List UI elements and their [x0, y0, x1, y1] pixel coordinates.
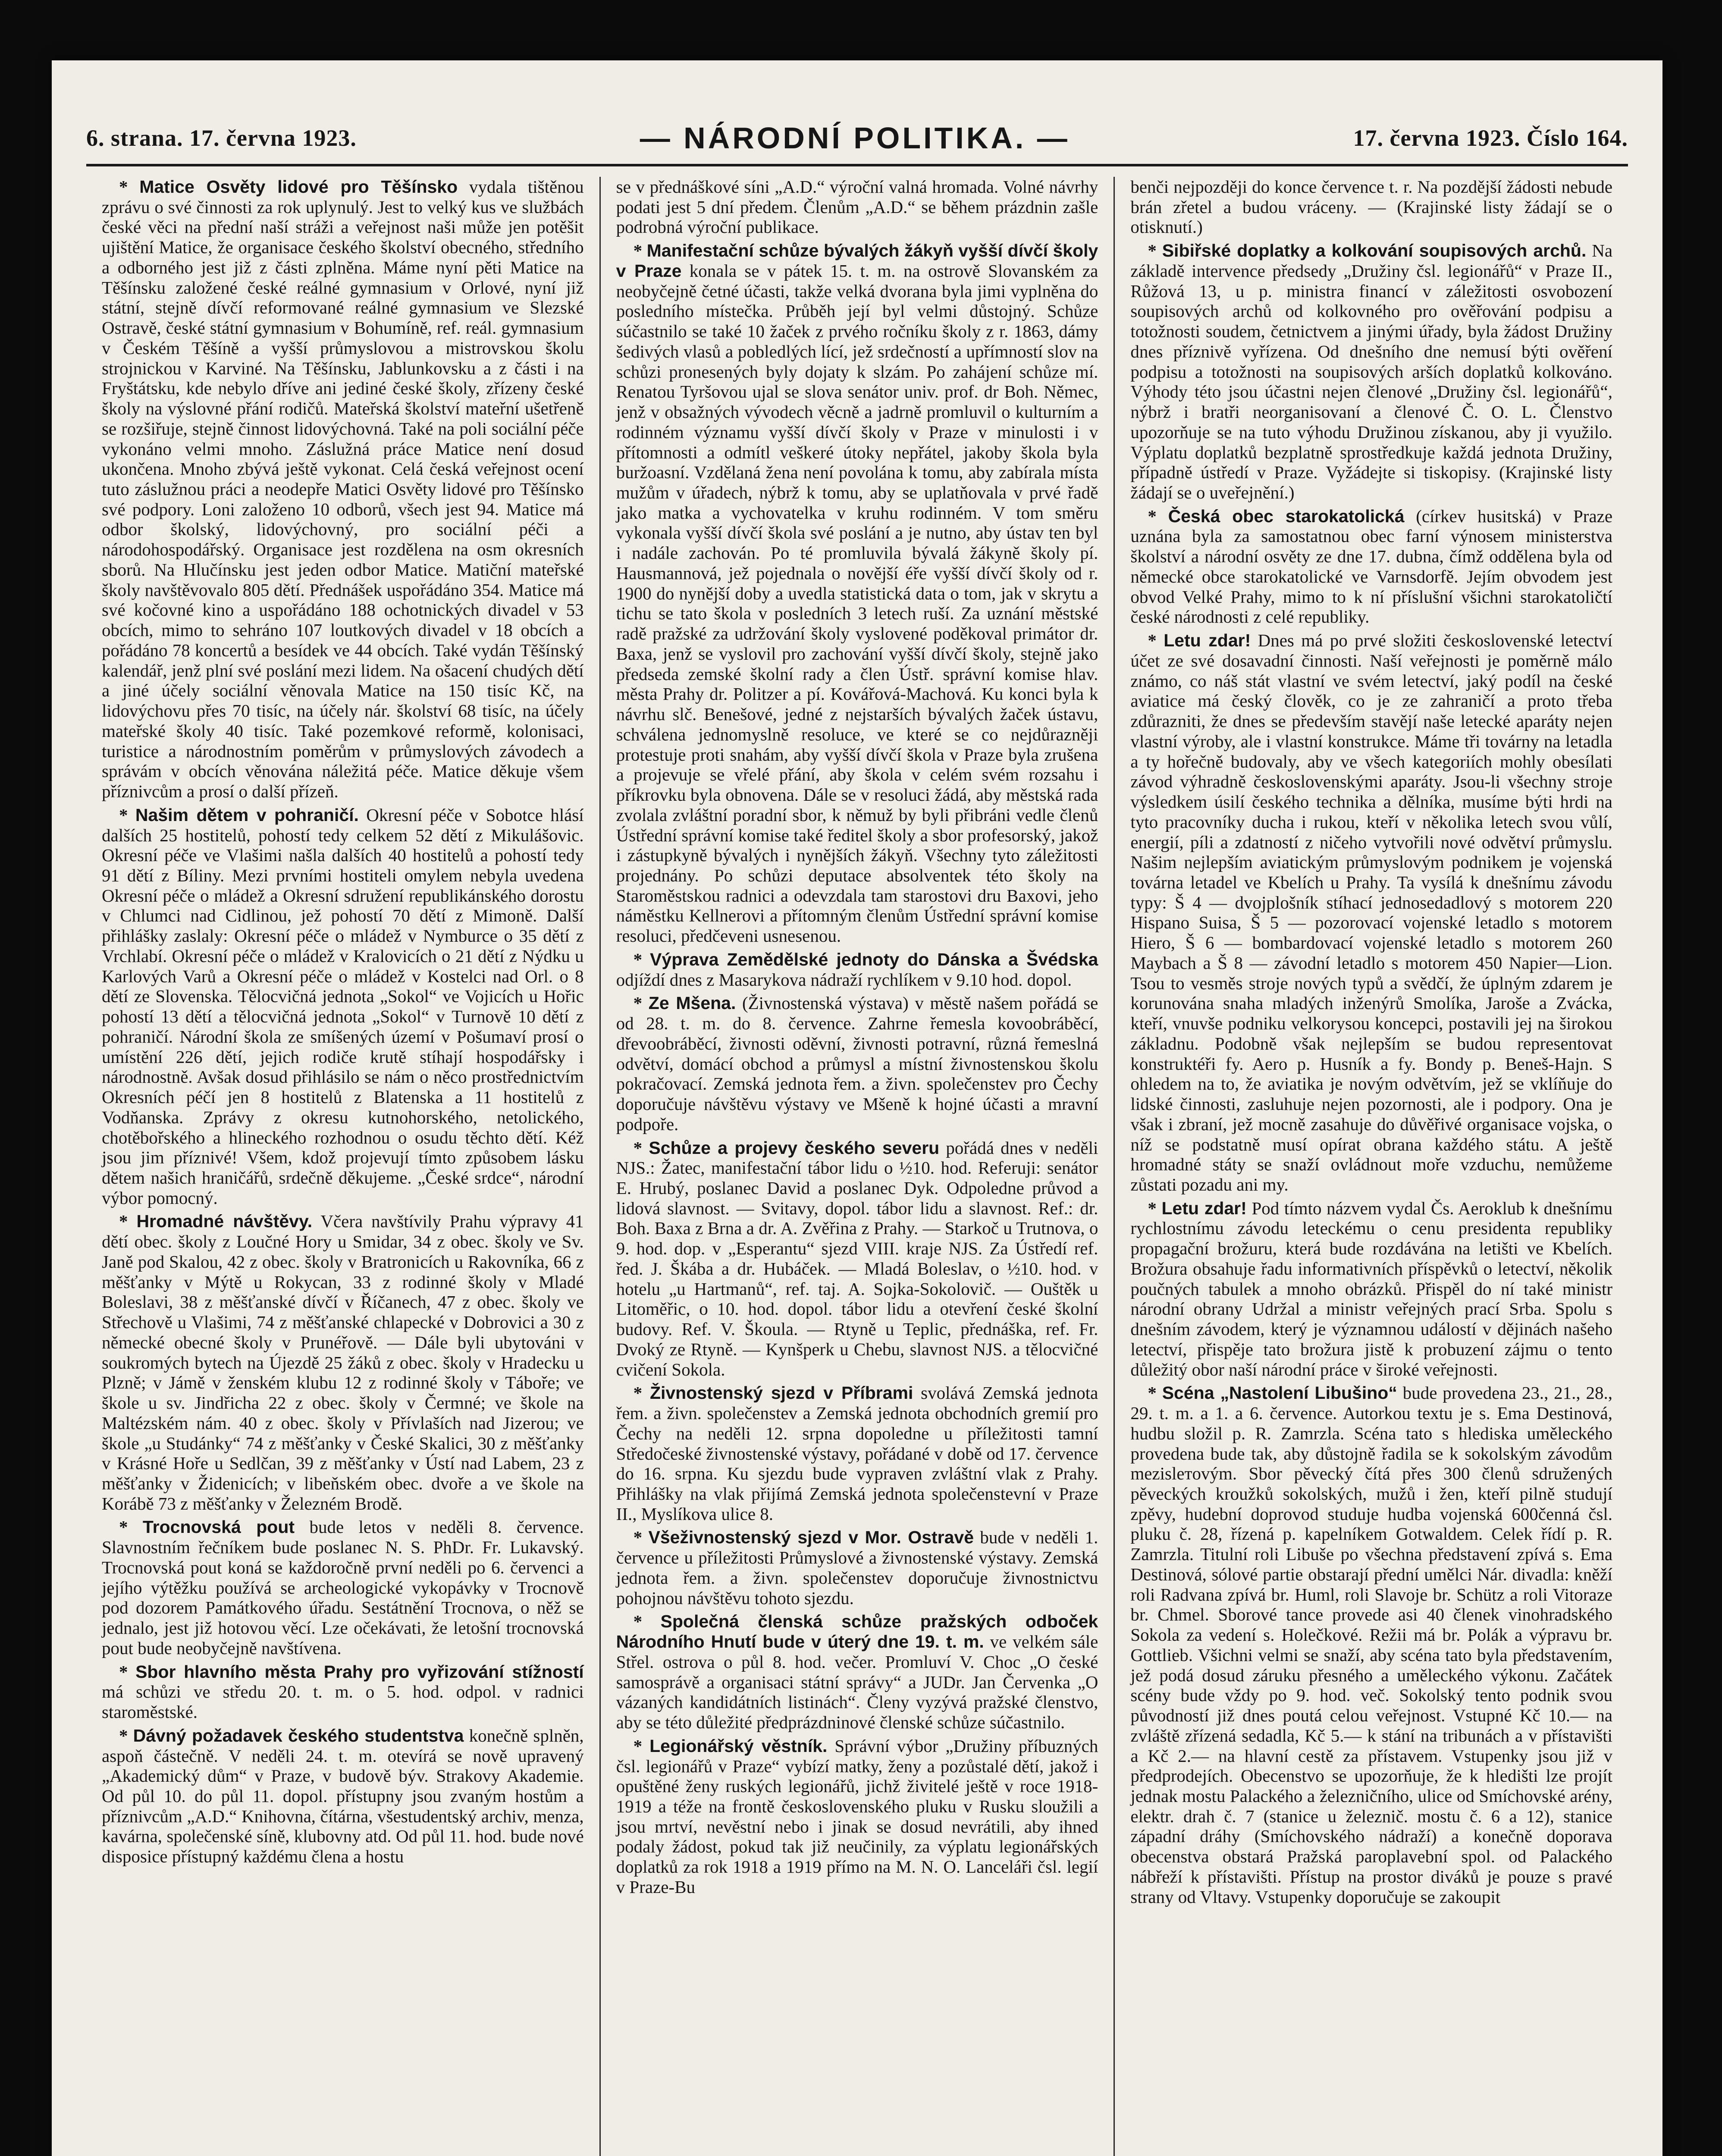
bullet-mark: *	[1148, 630, 1164, 651]
article-text: benči nejpozději do konce července t. r. Na pozdější žádosti nebude brán zřetel a budou vráceny. — (Krajinské listy žádají se o otisknutí.)	[1130, 177, 1613, 237]
bullet-mark: *	[633, 1611, 661, 1632]
article-paragraph	[1130, 241, 1612, 503]
bullet-mark: *	[633, 993, 649, 1013]
article-headline: Schůze a projevy českého severu	[649, 1138, 940, 1158]
article-text: se v přednáškové síni „A.D.“ výroční valná hromada. Volné návrhy podati jest 5 dní předem. Členům „A.D.“ se během prázdnin zašle podrobná výroční publikace.	[616, 177, 1098, 237]
article-text: konečně splněn, aspoň částečně. V neděli 24. t. m. otevírá se nově upravený „Akademický dům“ v Praze, v budově býv. Strakovy Akademie. Od půl 10. do půl 11. dopol. přístupny jsou zvaným hostům a příznivcům „A.D.“ Knihovna, čítárna, všestudentský archiv, menza, kavárna, společenské síně, klubovny atd. Od půl 11. hod. bude nové disposice přístupný každému člena a hostu	[102, 1725, 584, 1867]
article-headline: Společná členská schůze pražských odboček Národního Hnutí bude v úterý dne 19. t. m.	[616, 1611, 1098, 1652]
article-text: bude provedena 23., 21., 28., 29. t. m. a 1. a 6. července. Autorkou textu je s. Ema Destinová, hudbu složil p. R. Zamrzla. Scéna tato s hlediska uměleckého provedena bude tak, aby důstojně řadila se k sokolským závodům mezislетovým. Sbor pěvecký čítá přes 300 členů sdružených pěveckých kroužků sokolských, mužů i žen, kteří pilně studují zpěvy, hudební doprovod studuje hudba vojenská 600čenná čsl. pluku č. 28, řízená p. kapelníkem Gotwaldem. Celek řídí p. R. Zamrzla. Titulní roli Libuše po všechna představení zpívá s. Ema Destinová, sólové partie obstarají přední umělci Nár. divadla: kněží roli Radvana zpívá br. Huml, roli Slavoje br. Schütz a roli Vitoraze br. Chmel. Sborové tance provede asi 40 členek vinohradského Sokola za vedení s. Holečkové. Režii má br. Polák a výpravu br. Gottlieb. Všichni velmi se snaží, aby scéna tato byla představením, jež podá dosud záruku přesného a uměleckého výkonu. Začátek scény bude vždy po 9. hod. več. Sokolský tento podnik svou původností již dnes poutá celou veřejnost. Vstupné Kč 10.— na zvláště zřízená sedadla, Kč 5.— k stání na tribunách a v přístavišti a Kč 2.— na hlavní cestě za přístavem. Vstupenky jsou již v předprodejích. Obecenstvo se upozorňuje, že k hledišti lze projít jednak mostu Palackého a železničního, ulice od Smíchovské arény, elektr. drah č. 7 (stanice u železnič. mostu č. 6 a 12), stanice západní dráhy (Smíchovského nádraží) a konečně doporava obecenstva obstará Pražská paroplavební spol. od Palackého nábřeží k přístavišti. Přístup na prostor diváků je pouze s pravé strany od Vltavy. Vstupenky doporučuje se zakoupit	[1130, 1383, 1613, 1907]
article-text: Na základě intervence předsedy „Družiny čsl. legionářů“ v Praze II., Růžová 13, u p. ministra financí v záležitosti osvobození soupisových archů od kolkovného pro ověřování podpisu a totožnosti soudem, četnictvem a jinými úřady, byla žádost Družiny dnes příznivě vyřízena. Od dnešního dne nemusí býti ověření podpisu a totožnosti na soupisových arších doplatků kolkováno. Výhody této jsou účastni nejen členové „Družiny čsl. legionářů“, nýbrž i bratři neorganisovaní a členové Č. O. L. Členstvo upozorňuje se na tuto výhodu Družinou získanou, aby ji využilo. Výplatu doplatků bezplatně sprostředkuje každá jednota Družiny, případně ústředí v Praze. Vyžádejte si tiskopisy. (Krajinské listy žádají se o uveřejnění.)	[1130, 241, 1613, 503]
page-header	[86, 112, 1628, 166]
newspaper-page	[52, 60, 1662, 2156]
article-paragraph	[616, 993, 1098, 1134]
article-text: Dnes má po prvé složiti československé letectví účet ze své dosavadní činnosti. Naší veřejnosti je poměrně málo známo, co náš stát vlastní ve svém letectví, jaký podíl na české aviatice má český člověk, co je ze zahraničí a proto třeba zdůrazniti, že dnes se především stavějí naše letecké aparáty nejen vlastní výroby, ale i vlastní konstrukce. Máme tři továrny na letadla a ty hořečně budovaly, aby ve všech kategoriích mohly obesílati závod výhradně československými aparáty. Jsou-li všechny stroje výsledkem úsilí českého technika a dělníka, musíme býti hrdi na tyto pracovníky ducha i rukou, kteří v několika letech svou vůlí, energií, píli a zdatností z ničeho vytvořili nové odvětví průmyslu. Našim nejlepším aviatickým průmyslovým podnikem je vojenská továrna letadel ve Kbelích u Prahy. Ta vysílá k dnešnímu závodu typy: Š 4 — dvojplošník stíhací jednosedadlový s motorem 220 Hispano Suisa, Š 5 — pozorovací vojenské letadlo s motorem Hiero, Š 6 — bombardovací vojenské letadlo s motorem 260 Maybach a Š 8 — závodní letadlo s motorem 450 Napier—Lion. Tsou to vesměs stroje nových typů a svědčí, že úplným zdarem je korunována snaha mladých inženýrů Smolíka, Jaroše a Zvácka, kteří, vnuvše podniku velkorysou koncepci, postavili jej na širokou základnu. Podobně však nejlepším se budou representovat konstruktéři fy. Aero p. Husník a fy. Bondy p. Beneš-Hajn. S ohledem na to, že aviatika je novým odvětvím, jež se vklíňuje do lidské činnosti, zasluhuje nejen pozornosti, ale i podpory. Ona je však i zbraní, jež mocně zasahuje do důvěřivé organisace vojska, o níž se podstatně musí opírat obrana každého státu. A ještě hromadné státy se snaží ovládnout moře vzduchu, nemůžeme zůstati pozadu ani my.	[1130, 630, 1613, 1194]
column-3	[1113, 177, 1628, 2156]
article-headline: Dávný požadavek českého studentstva	[133, 1725, 464, 1745]
bullet-mark: *	[1148, 1383, 1162, 1403]
article-text: konala se v pátek 15. t. m. na ostrově Slovanském za neobyčejně četné účasti, takže velká dvorana byla jimi vyplněna do posledního místečka. Průběh její byl velmi důstojný. Schůze súčastnilo se také 10 žaček z prvého ročníku školy z r. 1863, dámy šedivých vlasů a pobledlých lící, jež srdečností a upřímností slov na schůzi pronesených byly dojaty k slzám. Po zahájení schůze mí. Renatou Tyršovou ujal se slova senátor univ. prof. dr Boh. Němec, jenž v obsažných vývodech věcně a jadrně promluvil o kulturním a rodinném významu vyšší dívčí školy v Praze v minulosti i v přítomnosti a odmítl veškeré útoky nepřátel, jakoby škola byla buržoasní. Vzdělaná žena není povolána k tomu, aby zabírala místa mužům v úřadech, nýbrž k tomu, aby se uplatňovala v prvé řadě jako matka a vychovatelka v kruhu rodinném. V tom směru vykonala vyšší dívčí škola své poslání a je nutno, aby ústav ten byl i nadále zachován. Po té promluvila bývalá žákyně školy pí. Hausmannová, jež pojednala o novější éře vyšší dívčí školy od r. 1900 do nynější doby a uvedla statistická data o tom, jak v skrytu a tichu se tato škola v posledních 3 letech ruší. Za uznání městské radě pražské za udržování školy vyslovené poděkoval primátor dr. Baxa, jenž se vyslovil pro zachování vyšší dívčí školy, stejně jako předseda zemské školní rady a člen Ústř. správní komise hlav. města Prahy dr. Politzer a pí. Kovářová-Machová. Ku konci byla k návrhu slč. Benešové, jedné z nejstarších bývalých žaček ústavu, schválena jednomyslně resoluce, ve které se co nejdůrazněji protestuje proti snahám, aby vyšší dívčí škola v Praze byla zrušena a projevuje se vřelé přání, aby škola v celém svém rozsahu i příkrovku byla obnovena. Dále se v resoluci žádá, aby městská rada zvolala zvláštní poradní sbor, k němuž by byli přibráni vedle členů Ústřední správní komise také ředitel školy a sbor profesorský, jakož i zástupkyně bývalých i nynějších žákyň. Všechny tyto záležitosti projednány. Po schůzi deputace absolventek této školy na Staroměstskou radnici a odevzdala tam starostovi dru Baxovi, jeho náměstku Kellnerovi a přítomným členům Ústřední správní komise resoluci, předčeveni usnesenou.	[616, 260, 1098, 946]
article-headline: Scéna „Nastolení Libušino“	[1162, 1383, 1397, 1403]
bullet-mark: *	[119, 177, 140, 197]
article-paragraph	[102, 805, 584, 1208]
column-1	[86, 177, 599, 2156]
masthead-title: — NÁRODNÍ POLITIKA. —	[640, 121, 1070, 155]
article-text: (církev husitská) v Praze uznána byla za samostatnou obec farní výnosem ministerstva školství a národní osvěty ze dne 17. dubna, čímž oddělena byla od německé obce starokatolické ve Varnsdorfě. Jejím obvodem jest obvod Velké Prahy, mimo to k ní příslušní všichni starokatoličtí české národnosti z celé republiky.	[1130, 506, 1613, 627]
header-date-issue: 17. června 1923. Číslo 164.	[1353, 125, 1628, 151]
article-text: bude letos v neděli 8. července. Slavnostním řečníkem bude poslanec N. S. PhDr. Fr. Lukavský. Trocnovská pout koná se každoročně první neděli po 6. červenci a jejího výtěžku používá se archeologické vykopávky v Trocnově pod dozorem Památkového úřadu. Sestátnění Trocnova, o něž se jednalo, jest již hotovou věcí. Lze očekávati, že letošní trocnovská pout bude neobyčejně navštívena.	[102, 1517, 584, 1658]
article-text: Okresní péče v Sobotce hlásí dalších 25 hostitelů, pohostí tedy celkem 52 dětí z Mikulášovic. Okresní péče ve Vlašimi našla dalších 40 hostitelů a pohostí tedy 91 dětí z Bíliny. Mezi prvními hostiteli omylem nebyla uvedena Okresní péče o mládež a Okresní sdružení republikánského dorostu v Chlumci nad Cidlinou, jež pohostí 70 dětí z Mimoně. Další přihlášky zaslaly: Okresní péče o mládež v Nymburce o 35 dětí z Vrchlabí. Okresní péče o mládež v Kralovicích o 21 dětí z Nýdku u Karlových Varů a Okresní péče o mládež v Kostelci nad Orl. o 8 dětí ze Slovenska. Tělocvičná jednota „Sokol“ ve Vojicích u Hořic pohostí 13 dětí a tělocvičná jednota „Sokol“ v Turnově 10 dětí z pohraničí. Národní škola ze smíšených území v Pošumaví prosí o umístění 226 dětí, jejich rodiče krutě stíhají hospodářsky i národnostně. Avšak dosud přihlásilo se nám o něco prostřednictvím Okresních péčí jen 8 hostitelů z Blatenska a 11 hostitelů z Vodňanska. Zprávy z okresu kutnohorského, netolického, chotěbořského a hlineckého rozhodnou o osudu těchto dětí. Kéž jsou jim příznivé! Všem, kdož projevují tímto způsobem lásku dětem našich hraničářů, srdečně děkujeme. „České srdce“, národní výbor pomocný.	[102, 805, 584, 1208]
column-2	[599, 177, 1114, 2156]
bullet-mark: *	[633, 1527, 649, 1548]
article-paragraph	[616, 950, 1098, 990]
article-paragraph	[1130, 177, 1612, 237]
article-headline: Živnostenský sjezd v Příbrami	[649, 1383, 913, 1403]
article-text: ve velkém sále Střel. ostrova o půl 8. hod. večer. Promluví V. Choc „O české samosprávě a organisaci státní správy“ a JUDr. Jan Červenka „O vázaných kandidátních listinách“. Členy vyzývá pražské členstvo, aby se této důležité předprázdninové členské schůze súčastnilo.	[616, 1632, 1098, 1733]
header-page-date: 6. strana. 17. června 1923.	[86, 125, 357, 151]
bullet-mark: *	[119, 1211, 137, 1232]
article-paragraph	[616, 1736, 1098, 1897]
article-paragraph	[1130, 630, 1612, 1195]
bullet-mark: *	[119, 1661, 136, 1682]
article-text: Včera navštívily Prahu výpravy 41 dětí obec. školy z Loučné Hory u Smidar, 34 z obec. školy ve Sv. Janě pod Skalou, 42 z obec. školy v Bratronicích u Rakovníka, 66 z měšťanky v Mýtě u Rokycan, 33 z rodinné školy v Mladé Boleslavi, 38 z měšťanské dívčí v Říčanech, 47 z obec. školy ve Střechově u Vlašimi, 74 z měšťanské chlapecké v Dobrovici a 30 z německé obecné školy v Prunéřově. — Dále byli ubytováni v soukromých bytech na Újezdě 25 žáků z obec. školy v Hradecku u Plzně; v Jámě v ženském klubu 12 z rodinné školy v Táboře; ve škole u sv. Jindřicha 22 z obec. školy v Čermné; ve škole na Maltézském nám. 40 z obec. školy v Přívlaších nad Jizerou; ve škole „u Studánky“ 74 z měšťanky v České Skalici, 30 z měšťanky v Krásné Hoře u Sedlčan, 39 z měšťanky v Ústí nad Labem, 23 z měšťanky v Židenicích; v libeňském obec. dvoře a ve škole na Korábě 73 z měšťanky v Železném Brodě.	[102, 1211, 584, 1514]
article-paragraph	[616, 1611, 1098, 1732]
article-paragraph	[102, 1726, 584, 1867]
article-headline: Ze Mšena.	[648, 993, 736, 1013]
bullet-mark: *	[1148, 506, 1168, 526]
article-headline: Matice Osvěty lidové pro Těšínsko	[139, 177, 458, 197]
article-paragraph	[1130, 506, 1612, 627]
article-columns	[86, 177, 1628, 2156]
article-headline: Našim dětem v pohraničí.	[135, 805, 359, 825]
article-text: (Živnostenská výstava) v městě našem pořádá se od 28. t. m. do 8. července. Zahrne řemesla kovoobráběcí, dřevoobráběcí, živnosti oděvní, živnosti potravní, různá řemeslná odvětví, domácí obchod a průmysl a místní živnostenskou školu pokračovací. Zemská jednota řem. a živn. společenstev pro Čechy doporučuje návštěvu výstavy ve Mšeně k hojné účasti a mravní podpoře.	[616, 993, 1098, 1134]
article-headline: Trocnovská pout	[142, 1517, 295, 1537]
article-text: vydala tištěnou zprávu o své činnosti za rok uplynulý. Jest to velký kus ve službách české věci na přední naší stráži a veřejnost naši může jen potěšit ujištění Matice, že organisace českého školství obecného, středního a odborného jest již z části zplněna. Máme nyní pěti Matice na Těšínsku založené české reálné gymnasium v Orlové, nyní již státní, stejně dívčí reformované reálné gymnasium ve Slezské Ostravě, české státní gymnasium v Bohumíně, ref. reál. gymnasium v Českém Těšíně a vyšší průmyslovou a mistrovskou školu strojnickou v Karviné. Na Těšínsku, Jablunkovsku a z části i na Fryštátsku, kde nebylo dříve ani jediné české školy, zřízeny české školy na výslovné přání rodičů. Mateřská školství mateřní ušetřeně se rozšiřuje, stejně činnost lidovýchovná. Také na poli sociální péče vykonáno velmi mnoho. Záslužná práce Matice není dosud ukončena. Mnoho zbývá ještě vykonat. Celá česká veřejnost ocení tuto záslužnou práci a neodepře Matici Osvěty lidové pro Těšínsko své podpory. Loni založeno 10 odborů, všech jest 94. Matice má odbor školský, lidovýchovný, pro sociální péči a národohospodářský. Organisace jest rozdělena na osm okresních sborů. Na Hlučínsku jest jeden odbor Matice. Matiční mateřské školy navštěvovalo 805 dětí. Přednášek uspořádáno 354. Matice má své kočovné kino a uspořádáno 188 ochotnických divadel v 53 obcích, mimo to sehráno 107 loutkových divadel v 18 obcích a pořádáno 78 koncertů a besídek ve 44 obcích. Také vydán Těšínský kalendář, jenž plní své poslání mezi lidem. Na ošacení chudých dětí a jiné účely sociální věnovala Matice na 150 tisíc Kč, na lidovýchovu přes 70 tisíc, na účely nár. školství 68 tisíc, na účely mateřské školy 40 tisíc. Také pozemkové reformě, kolonisaci, turistice a národnostním poměrům v průmyslových závodech a správám v obcích věnována náležitá péče. Matice děkuje všem příznivcům a prosí o další přízeň.	[102, 177, 584, 802]
bullet-mark: *	[633, 1383, 650, 1403]
bullet-mark: *	[633, 949, 650, 969]
article-headline: Sbor hlavního města Prahy pro vyřizování stížností	[135, 1661, 584, 1682]
bullet-mark: *	[1148, 1198, 1162, 1218]
article-paragraph	[616, 241, 1098, 946]
article-paragraph	[102, 1517, 584, 1658]
article-paragraph	[102, 177, 584, 802]
article-paragraph	[102, 1211, 584, 1514]
article-paragraph	[616, 177, 1098, 237]
article-text: Pod tímto názvem vydal Čs. Aeroklub k dnešnímu rychlostnímu závodu leteckému o cenu presidenta republiky propagační brožuru, která bude rozdávána na letišti ve Kbelích. Brožura obsahuje řadu informativních příspěvků o letectví, několik poučných tabulek a mnoho obrázků. Přispěl do ní také ministr národní obrany Udržal a ministr veřejných prací Srba. Spolu s dnešním závodem, který je významnou událostí v dějinách našeho letectví, přispěje tato brožura jistě k probuzení zájmu o tento důležitý obor naší národní práce v široké veřejnosti.	[1130, 1198, 1613, 1379]
bullet-mark: *	[1148, 241, 1162, 261]
bullet-mark: *	[633, 1736, 650, 1756]
article-paragraph	[616, 1527, 1098, 1608]
article-headline: Česká obec starokatolická	[1168, 506, 1405, 526]
article-paragraph	[616, 1383, 1098, 1524]
article-headline: Všeživnostenský sjezd v Mor. Ostravě	[648, 1527, 974, 1548]
article-text: pořádá dnes v neděli NJS.: Žatec, manifestační tábor lidu o ½10. hod. Referuji: senátor E. Hrubý, poslanec David a poslanec Dyk. Odpoledne průvod a lidová slavnost. — Svitavy, dopol. tábor lidu a slavnost. Ref.: dr. Boh. Baxa z Brna a dr. A. Zvěřina z Prahy. — Starkoč u Trutnova, o 9. hod. dop. v „Esperantu“ sjezd VIII. kraje NJS. Za Ústředí ref. řed. J. Škába a dr. Hubáček. — Mladá Boleslav, o ½10. hod. v hotelu „u Hartmanů“, ref. taj. A. Sojka-Sokolovič. — Ouštěk u Litoměřic, o 10. hod. dopol. tábor lidu a otevření české školní budovy. Ref. V. Škoula. — Rtyně u Teplic, přednáška, ref. Fr. Dvoký ze Rtyně. — Kynšperk u Chebu, slavnost NJS. a tělocvičné cvičení Sokola.	[616, 1138, 1098, 1379]
article-headline: Letu zdar!	[1164, 630, 1251, 651]
bullet-mark: *	[633, 1138, 649, 1158]
bullet-mark: *	[119, 805, 135, 825]
article-headline: Hromadné návštěvy.	[136, 1211, 313, 1232]
article-text: má schůzi ve středu 20. t. m. o 5. hod. odpol. v radnici staroměstské.	[102, 1682, 584, 1722]
article-headline: Výprava Zemědělské jednoty do Dánska a Švédska	[650, 949, 1098, 969]
article-paragraph	[1130, 1383, 1612, 1907]
article-text: Správní výbor „Družiny příbuzných čsl. legionářů v Praze“ vybízí matky, ženy a pozůstalé dětí, jakož i opuštěné ženy ruských legionářů, jichž živitelé ještě v roce 1918-1919 a téže na frontě československého pluku v Rusku sloužili a jsou mrtví, nevěstní nebo i jinak se dosud nevrátili, aby ihned podaly žádost, pokud tak již neučinily, za výplatu legionářských doplatků za rok 1918 a 1919 přímo na M. N. O. Lanceláři čsl. legií v Praze-Bu	[616, 1736, 1098, 1897]
bullet-mark: *	[633, 241, 647, 261]
article-headline: Sibiřské doplatky a kolkování soupisových archů.	[1162, 241, 1587, 261]
article-headline: Legionářský věstník.	[649, 1736, 828, 1756]
article-paragraph	[1130, 1198, 1612, 1380]
article-headline: Letu zdar!	[1161, 1198, 1247, 1218]
article-text: odjíždí dnes z Masarykova nádraží rychlíkem v 9.10 hod. dopol.	[616, 969, 1072, 990]
article-text: svolává Zemská jednota řem. a živn. společenstev a Zemská jednota obchodních gremií pro Čechy na neděli 12. srpna dopoledne u příležitosti tamní Středočeské živnostenské výstavy, pořádané v době od 17. července do 16. srpna. Ku sjezdu bude vypraven zvláštní vlak z Prahy. Přihlášky na vlak přijímá Zemská jednota společenstevní v Praze II., Myslíkova ulice 8.	[616, 1383, 1098, 1524]
bullet-mark: *	[119, 1725, 133, 1745]
article-paragraph	[616, 1138, 1098, 1380]
article-text: bude v neděli 1. července u příležitosti Průmyslové a živnostenské výstavy. Zemská jednota řem. a živn. společenstev doporučuje živnostnictvu pohojnou návštěvu tohoto sjezdu.	[616, 1527, 1098, 1608]
bullet-mark: *	[119, 1517, 143, 1537]
article-paragraph	[102, 1662, 584, 1722]
article-headline: Manifestační schůze bývalých žákyň vyšší dívčí školy v Praze	[616, 241, 1098, 281]
